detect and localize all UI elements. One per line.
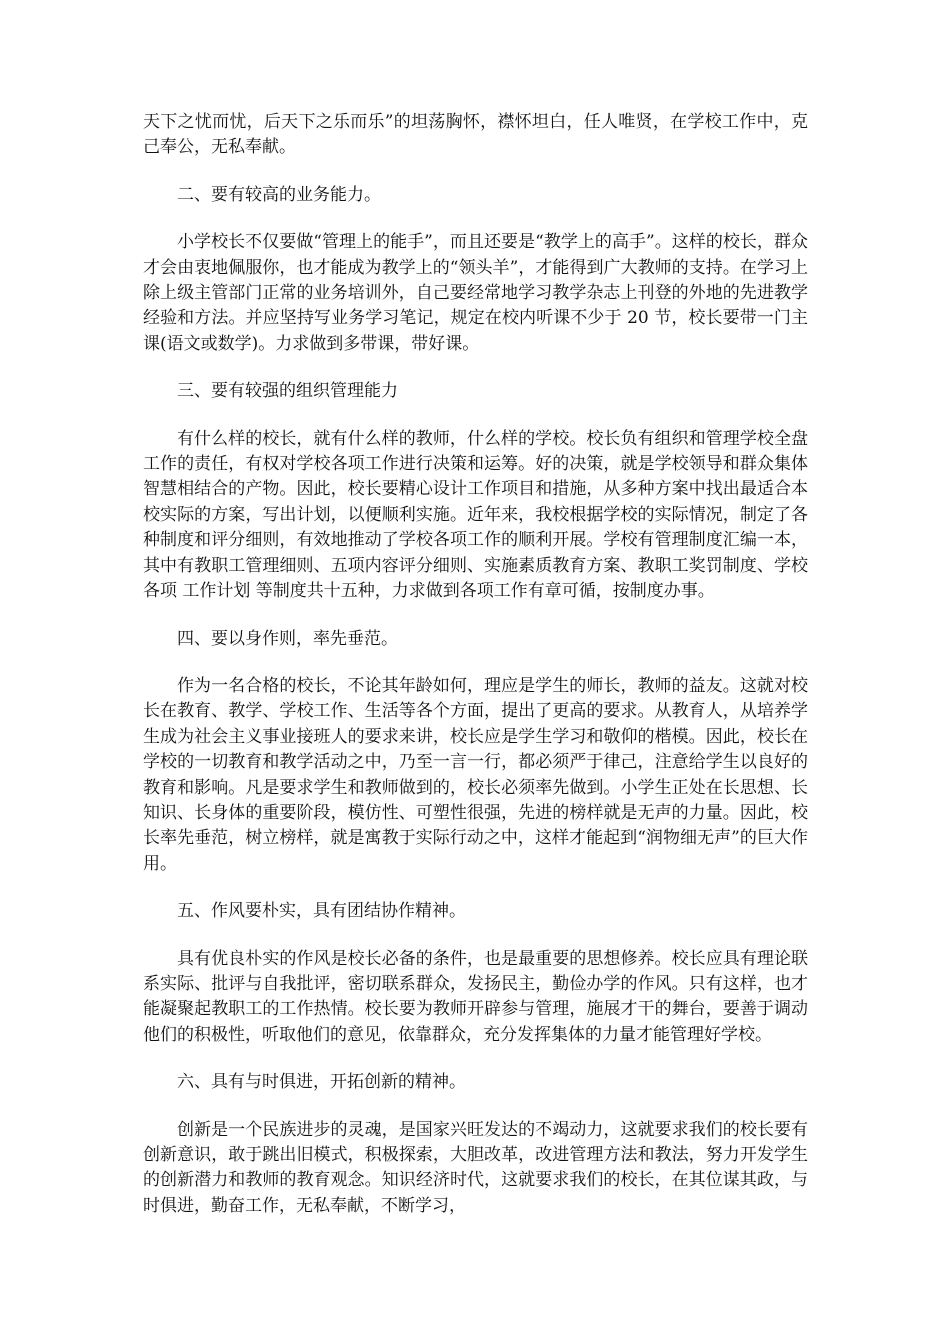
section-heading-5: 五、作风要朴实，具有团结协作精神。 bbox=[177, 901, 466, 922]
paragraph-management-ability: 有什么样的校长，就有什么样的教师，什么样的学校。校长负有组织和管理学校全盘工作的责任，有权对学校各项工作进行决策和运筹。好的决策，就是学校领导和群众集体智慧相结合的产物。因此，校长要精心设计工作项目和措施，从多种方案中找出最适合本校实际的方案，写出计划，以便顺利实施。近年来，我校根据学校的实际情况，制定了各种制度和评分细则，有效地推动了学校各项工作的顺利开展。学校有管理制度汇编一本，其中有教职工管理细则、五项内容评分细则、实施素质教育方案、教职工奖罚制度、学校各项 工作计划 等制度共十五种，力求做到各项工作有章可循，按制度办事。 bbox=[143, 428, 808, 602]
paragraph-teamwork: 具有优良朴实的作风是校长必备的条件，也是最重要的思想修养。校长应具有理论联系实际、批评与自我批评，密切联系群众，发扬民主，勤俭办学的作风。只有这样，也才能凝聚起教职工的工作热情。校长要为教师开辟参与管理，施展才干的舞台，要善于调动他们的积极性，听取他们的意见，依靠群众，充分发挥集体的力量才能管理好学校。 bbox=[143, 948, 808, 1045]
section-heading-6: 六、具有与时俱进，开拓创新的精神。 bbox=[177, 1072, 466, 1093]
paragraph-business-ability: 小学校长不仅要做“管理上的能手”，而且还要是“教学上的高手”。这样的校长，群众才会由衷地佩服你，也才能成为教学上的“领头羊”，才能得到广大教师的支持。在学习上除上级主管部门正常的业务培训外，自己要经常地学习教学杂志上刊登的外地的先进教学经验和方法。并应坚持写业务学习笔记，规定在校内听课不少于 20 节，校长要带一门主课(语文或数学)。力求做到多带课，带好课。 bbox=[143, 232, 808, 354]
document-page bbox=[143, 110, 808, 1241]
paragraph-innovation: 创新是一个民族进步的灵魂，是国家兴旺发达的不竭动力，这就要求我们的校长要有创新意识，敢于跳出旧模式，积极探索，大胆改革，改进管理方法和教法，努力开发学生的创新潜力和教师的教育观念。知识经济时代，这就要求我们的校长，在其位谋其政，与时俱进，勤奋工作，无私奉献，不断学习， bbox=[143, 1119, 808, 1216]
section-heading-2: 二、要有较高的业务能力。 bbox=[177, 184, 381, 205]
section-heading-3: 三、要有较强的组织管理能力 bbox=[177, 381, 398, 402]
paragraph-lead-by-example: 作为一名合格的校长，不论其年龄如何，理应是学生的师长，教师的益友。这就对校长在教育、教学、学校工作、生活等各个方面，提出了更高的要求。从教育人，从培养学生成为社会主义事业接班人的要求来讲，校长应是学生学习和敬仰的楷模。因此，校长在学校的一切教育和教学活动之中，乃至一言一行，都必须严于律己，注意给学生以良好的教育和影响。凡是要求学生和教师做到的，校长必须率先做到。小学生正处在长思想、长知识、长身体的重要阶段，模仿性、可塑性很强，先进的榜样就是无声的力量。因此，校长率先垂范，树立榜样，就是寓教于实际行动之中，这样才能起到“润物细无声”的巨大作用。 bbox=[143, 675, 808, 874]
paragraph-continuation: 天下之忧而忧，后天下之乐而乐”的坦荡胸怀，襟怀坦白，任人唯贤，在学校工作中，克己奉公，无私奉献。 bbox=[143, 112, 808, 158]
section-heading-4: 四、要以身作则，率先垂范。 bbox=[177, 628, 398, 649]
